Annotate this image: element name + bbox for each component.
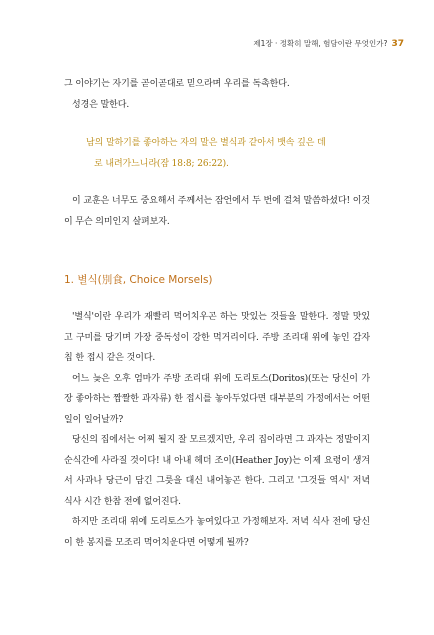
page-body — [64, 74, 370, 553]
quote-line: 남의 말하기를 좋아하는 자의 말은 별식과 같아서 뱃속 깊은 데 — [86, 138, 326, 148]
paragraph: 성경은 말한다. — [72, 99, 130, 110]
paragraph: '별식'이란 우리가 재빨리 먹어치우곤 하는 맛있는 것들을 말한다. 정말 맛있고 구미를 당기며 가장 중독성이 강한 먹거리이다. 주방 조리대 위에 놓인 감자칩 한 접시 같은 것이다. — [64, 312, 370, 363]
quote-line: 로 내려가느니라(잠 18:8; 26:22). — [94, 159, 229, 169]
section-heading: 1. 별식(別食, Choice Morsels) — [64, 274, 213, 286]
running-header — [253, 38, 404, 49]
scripture-quote — [86, 133, 370, 175]
paragraph: 당신의 집에서는 어찌 될지 잘 모르겠지만, 우리 집이라면 그 과자는 정말이지 순식간에 사라질 것이다! 내 아내 헤더 조이(Heather Joy)는 이제 요령이 생겨서 사과나 당근이 담긴 그릇을 대신 내어놓곤 한다. 그리고 '그것들 역시' 저녁 식사 시간 한참 전에 없어진다. — [64, 435, 370, 507]
chapter-title: 제1장 · 정확히 말해, 험담이란 무엇인가? — [253, 39, 388, 48]
paragraph: 이 교훈은 너무도 중요해서 주께서는 잠언에서 두 번에 걸쳐 말씀하셨다! 이것이 무슨 의미인지 살펴보자. — [64, 196, 370, 227]
paragraph: 어느 늦은 오후 엄마가 주방 조리대 위에 도리토스(Doritos)(또는 당신이 가장 좋아하는 짭짤한 과자류) 한 접시를 놓아두었다면 대부분의 가정에서는 어떤 일이 일어날까? — [64, 373, 370, 425]
paragraph: 그 이야기는 자기를 곧이곧대로 믿으라며 우리를 독촉한다. — [64, 79, 290, 89]
page-number: 37 — [391, 39, 404, 49]
paragraph: 하지만 조리대 위에 도리토스가 놓여있다고 가정해보자. 저녁 식사 전에 당신이 한 봉지를 모조리 먹어치운다면 어떻게 될까? — [64, 517, 370, 548]
